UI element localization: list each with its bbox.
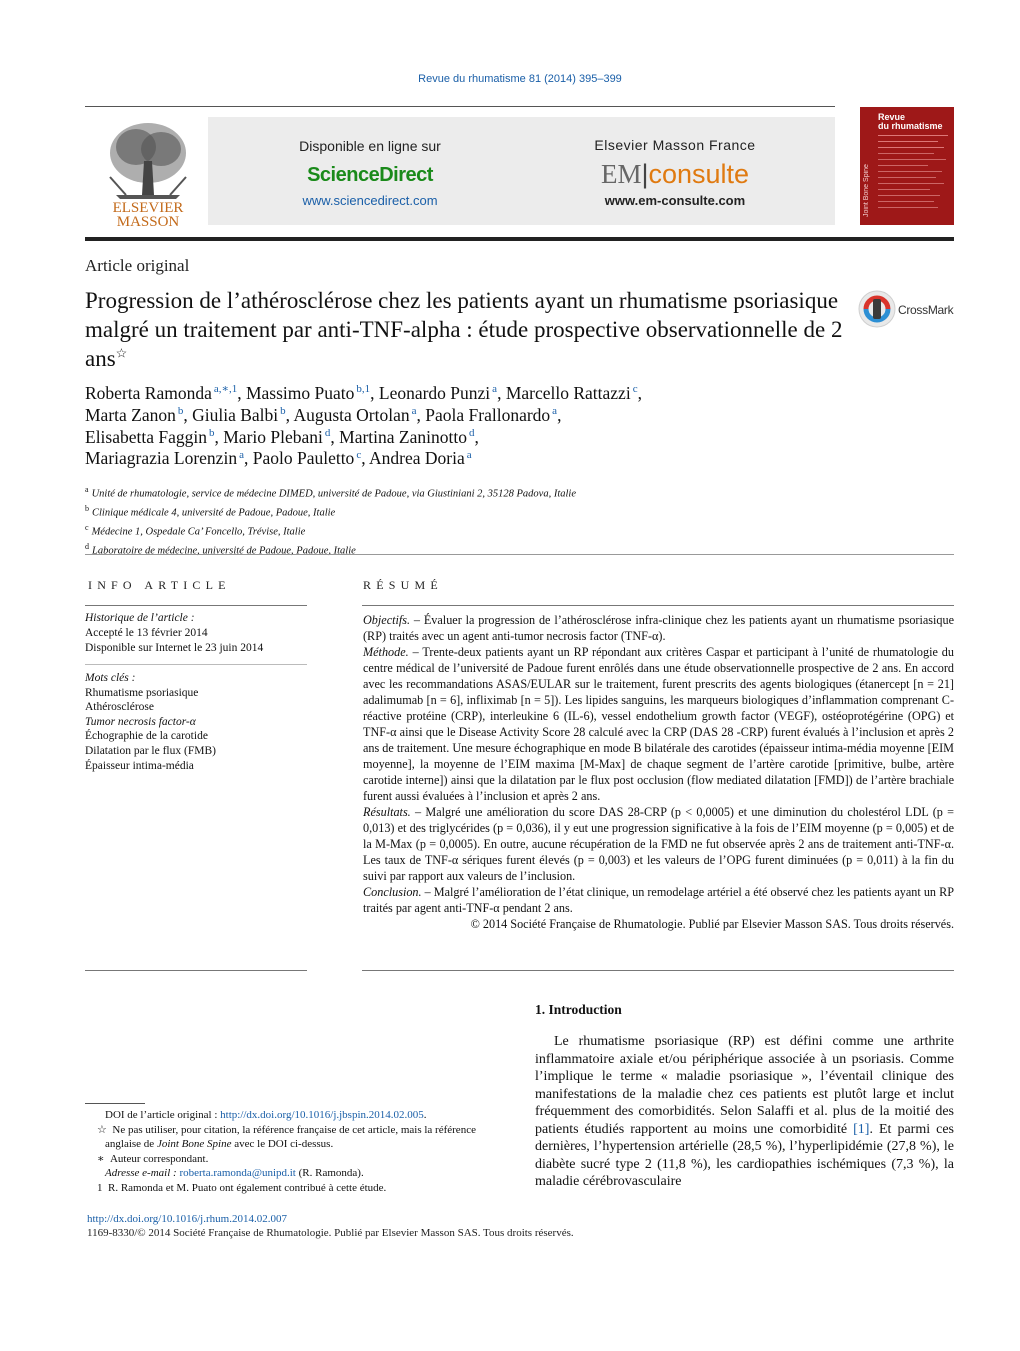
author	[379, 383, 506, 403]
footnote-email: Adresse e-mail : roberta.ramonda@unipd.it (R. Ramonda).	[105, 1167, 364, 1180]
logo-line2: MASSON	[116, 214, 180, 229]
elsevier-masson-logo	[96, 117, 200, 229]
history-label: Historique de l’article :	[85, 612, 195, 624]
info-rule-mid	[85, 664, 307, 665]
banner-elsevier-masson-france: Elsevier Masson France	[594, 137, 756, 153]
affiliation-item	[85, 483, 955, 502]
author	[85, 405, 192, 425]
affiliation-label: a	[85, 485, 89, 494]
author-affiliation-marker[interactable]: a	[411, 404, 417, 417]
footnote-equal-contribution: 1 R. Ramonda et M. Puato ont également contribué à cette étude.	[97, 1181, 387, 1194]
author-separator: ,	[637, 383, 642, 403]
abstract-copyright: © 2014 Société Française de Rhumatologie. Publié par Elsevier Masson SAS. Tous droits réservés.	[470, 917, 954, 931]
emconsulte-brand[interactable]	[555, 159, 795, 190]
article-doi-link[interactable]: http://dx.doi.org/10.1016/j.rhum.2014.02.007	[87, 1213, 287, 1225]
author-name: Leonardo Punzi	[378, 383, 491, 403]
author-separator: ,	[330, 426, 340, 447]
keyword-item: Rhumatisme psoriasique	[85, 686, 199, 699]
author-name: Paolo Pauletto	[252, 448, 355, 469]
affiliation-text: Médecine 1, Ospedale Ca’ Foncello, Trévise, Italie	[91, 526, 306, 538]
author-affiliation-marker[interactable]: a	[239, 448, 244, 461]
author	[246, 383, 379, 403]
article-title	[85, 286, 845, 373]
sciencedirect-link[interactable]: www.sciencedirect.com	[302, 193, 438, 208]
header-rule	[85, 106, 835, 107]
section-rule	[85, 554, 954, 555]
author-name: Roberta Ramonda	[85, 383, 212, 403]
author-affiliation-marker[interactable]: a	[552, 404, 558, 417]
author-affiliation-marker[interactable]: b	[209, 426, 215, 439]
cover-texture-icon	[860, 107, 954, 225]
article-type: Article original	[85, 256, 190, 275]
author-separator: ,	[557, 404, 562, 425]
author	[192, 405, 293, 425]
author-affiliation-marker[interactable]: c	[356, 448, 362, 461]
banner-available-online: Disponible en ligne sur	[299, 138, 441, 154]
affiliation-text: Laboratoire de médecine, université de Padoue, Padoue, Italie	[92, 545, 356, 557]
author-affiliation-marker[interactable]: b	[177, 404, 184, 417]
keyword-item: Épaisseur intima-média	[85, 759, 194, 772]
cover-side-text: Joint Bone Spine	[863, 164, 870, 217]
author-separator: ,	[474, 426, 479, 447]
abstract-resultats: Résultats. – Malgré une amélioration du score DAS 28-CRP (p < 0,0005) et une diminution du cholestérol LDL (p = 0,013) et des triglycérides (p = 0,036), il y eut une progression significative à la fois de l’EIM moyenne (p = 0,005) et de la M-Max (p = 0,0005). En outre, aucune récupération de la FMD ne fut observée après 2 ans de traitement anti-TNF-α. Les taux de TNF-α sériques furent élevés (p = 0,003) et les valeurs de l’OPG furent diminuées (p = 0,011) à la fin du suivi par rapport aux valeurs de l’inclusion.	[363, 805, 954, 883]
abstract-objectifs: Objectifs. – Évaluer la progression de l’athérosclérose infra-clinique chez les patients ayant un rhumatisme psoriasique (RP) traités avec un agent anti-tumor necrosis factor (TNF-α).	[363, 613, 954, 643]
abstract-conclusion: Conclusion. – Malgré l’amélioration de l’état clinique, un remodelage artériel a été observé chez les patients ayant un RP traités par agent anti-TNF-α pendant 2 ans.	[363, 885, 954, 915]
affiliation-text: Unité de rhumatologie, service de médecine DIMED, université de Padoue, via Giustiniani 2, 35128 Padova, Italie	[91, 488, 577, 500]
author	[425, 405, 561, 425]
abstract	[363, 612, 954, 932]
sciencedirect-brand[interactable]: ScienceDirect	[307, 164, 433, 186]
author-affiliation-marker[interactable]: b	[280, 404, 286, 417]
author	[85, 383, 246, 403]
author	[85, 448, 253, 468]
footnote-star: ☆ Ne pas utiliser, pour citation, la référence française de cet article, mais la référence anglaise de Joint Bone Spine avec le DOI ci-dessus.	[97, 1123, 476, 1151]
issn-copyright: 1169-8330/© 2014 Société Française de Rhumatologie. Publié par Elsevier Masson SAS. Tous droits réservés.	[87, 1227, 574, 1239]
emconsulte-em: EM	[600, 159, 642, 189]
author	[253, 448, 369, 468]
keyword-list	[85, 671, 310, 773]
author-separator: ,	[214, 426, 224, 447]
emconsulte-divider: |	[641, 159, 649, 189]
author	[293, 405, 425, 425]
resume-rule-top	[362, 605, 954, 606]
keywords-label: Mots clés :	[85, 672, 136, 684]
author-name: Massimo Puato	[245, 383, 355, 403]
resume-rule-bottom	[362, 970, 954, 971]
author-separator: ,	[416, 404, 426, 425]
author	[339, 427, 479, 447]
elsevier-tree-icon	[96, 117, 200, 229]
author-separator: ,	[243, 448, 253, 469]
crossmark-badge[interactable]	[858, 290, 958, 330]
author-separator: ,	[183, 404, 193, 425]
abstract-methode: Méthode. – Trente-deux patients ayant un RP répondant aux critères Caspar et participant à l’unité de rhumatologie du centre médical de l’université de Padoue furent enrôlés dans une étude observationnelle prospective de 2 ans. En accord avec les recommandations ASAS/EULAR sur le traitement, furent prescrits des agents biologiques (étanercept [n = 21] adalimumab [n = 6], infliximab [n = 5]). Les lipides sanguins, les marqueurs biologiques d’inflammation comprenant C-réactive protéine (CRP), interleukine 6 (IL-6), vessel endothelium growth factor (VEGF), ostéoprotégérine (OPG) et TNF-α ainsi que le Disease Activity Score 28 calculé avec la CRP (DAS 28 -CRP) furent évalués à l’inclusion et après 2 ans de traitement. Une mesure échographique en mode B bilatérale des carotides (épaisseur intima-média moyenne [EIM moyenne], la moyenne de l’EIM maxima [M-Max] de chaque segment de l’artère carotide [primitive, bulbe, artère carotide interne]) ainsi que la dilatation par le flux post occlusion (flow mediated dilatation [FMD]) de l’artère brachiale furent aussi évaluées à l’inclusion et après 2 ans.	[363, 645, 954, 803]
author-name: Elisabetta Faggin	[85, 426, 207, 447]
keyword-item: Tumor necrosis factor-α	[85, 715, 196, 728]
affiliation-item	[85, 540, 955, 559]
keyword-item: Dilatation par le flux (FMB)	[85, 744, 216, 757]
author-name: Andrea Doria	[369, 448, 465, 469]
footnote-doi: DOI de l’article original : http://dx.doi.org/10.1016/j.jbspin.2014.02.005.	[105, 1109, 427, 1121]
title-star-note[interactable]: ☆	[115, 345, 128, 361]
keyword-item: Athérosclérose	[85, 701, 154, 714]
info-rule-top	[85, 605, 307, 606]
author-separator: ,	[237, 383, 246, 403]
author-affiliation-marker[interactable]: a,∗,1	[213, 383, 238, 396]
author-name: Giulia Balbi	[192, 404, 279, 425]
affiliation-item	[85, 521, 955, 540]
emconsulte-consulte: consulte	[648, 159, 750, 189]
author	[369, 448, 472, 468]
affiliation-list	[85, 483, 955, 559]
author-name: Augusta Ortolan	[293, 404, 410, 425]
introduction-paragraph: Le rhumatisme psoriasique (RP) est défini comme une arthrite inflammatoire axiale et/ou périphérique associée à un psoriasis. Comme l’implique le terme « maladie psoriasique », l’éventail clinique des manifestations de la maladie chez ces patients est plutôt large et inclut fréquemment des comorbidités. Selon Salaffi et al. plus de la moitié des patients étudiés rapportent au moins une comorbidité [1]. Et parmi ces dernières, l’hypertension artérielle (28,5 %), l’hyperlipidémie (27,8 %), le diabète sucré type 2 (11,8 %), les cardiopathies ischémiques (7,3 %), la maladie cérébrovasculaire	[535, 1034, 954, 1189]
author-list	[85, 383, 955, 470]
footnotes	[85, 1108, 510, 1196]
article-title-text: Progression de l’athérosclérose chez les patients ayant un rhumatisme psoriasique malgré un traitement par anti-TNF-alpha : étude prospective observationnelle de 2 ans	[85, 288, 843, 371]
author-affiliation-marker[interactable]: a	[466, 448, 472, 461]
reference-link-1[interactable]: [1]	[853, 1121, 870, 1137]
emconsulte-link[interactable]: www.em-consulte.com	[604, 193, 746, 208]
crossmark-icon	[858, 290, 896, 328]
resume-heading: RÉSUMÉ	[363, 578, 443, 592]
affiliation-label: b	[85, 503, 89, 513]
author-affiliation-marker[interactable]: c	[632, 383, 638, 396]
author-name: Paola Frallonardo	[425, 404, 551, 425]
introduction-body	[535, 1033, 954, 1191]
author-email-link[interactable]: roberta.ramonda@unipd.it	[179, 1167, 296, 1180]
history-online: Disponible sur Internet le 23 juin 2014	[85, 642, 264, 654]
keyword-item: Échographie de la carotide	[85, 730, 208, 743]
author-separator: ,	[497, 383, 506, 403]
author-affiliation-marker[interactable]: d	[324, 426, 331, 439]
affiliation-label: d	[85, 541, 89, 551]
author-name: Mariagrazia Lorenzin	[85, 448, 238, 469]
affiliation-item	[85, 502, 955, 521]
author-name: Martina Zaninotto	[339, 426, 467, 447]
author-affiliation-marker[interactable]: d	[468, 426, 475, 439]
affiliation-label: c	[85, 522, 89, 532]
journal-cover-thumbnail[interactable]	[860, 107, 954, 225]
author-name: Marcello Rattazzi	[505, 383, 631, 403]
author	[85, 427, 223, 447]
author-name: Marta Zanon	[85, 404, 176, 425]
author	[223, 427, 339, 447]
info-article-heading: INFO ARTICLE	[88, 578, 231, 592]
author-separator: ,	[361, 448, 369, 469]
cover-title: Revue du rhumatisme	[878, 112, 943, 131]
logo-line1: ELSEVIER	[112, 200, 184, 216]
author-separator: ,	[370, 383, 379, 403]
journal-reference[interactable]: Revue du rhumatisme 81 (2014) 395–399	[418, 73, 622, 85]
author-separator: ,	[285, 404, 294, 425]
history-accepted: Accepté le 13 février 2014	[85, 627, 208, 639]
original-doi-link[interactable]: http://dx.doi.org/10.1016/j.jbspin.2014.02.005	[220, 1109, 424, 1121]
article-history	[85, 611, 310, 656]
affiliation-text: Clinique médicale 4, université de Padoue, Padoue, Italie	[92, 507, 336, 519]
author-name: Mario Plebani	[223, 426, 323, 447]
footnote-corresponding: ∗ Auteur correspondant.	[97, 1152, 209, 1165]
author-affiliation-marker[interactable]: b,1	[356, 383, 371, 396]
author-affiliation-marker[interactable]: a	[492, 383, 498, 396]
author	[506, 383, 642, 403]
header-thick-rule	[85, 237, 954, 241]
footnote-rule	[85, 1103, 145, 1104]
info-rule-bottom	[85, 970, 307, 971]
crossmark-label: CrossMark	[898, 303, 954, 317]
introduction-heading: 1. Introduction	[535, 1002, 622, 1017]
